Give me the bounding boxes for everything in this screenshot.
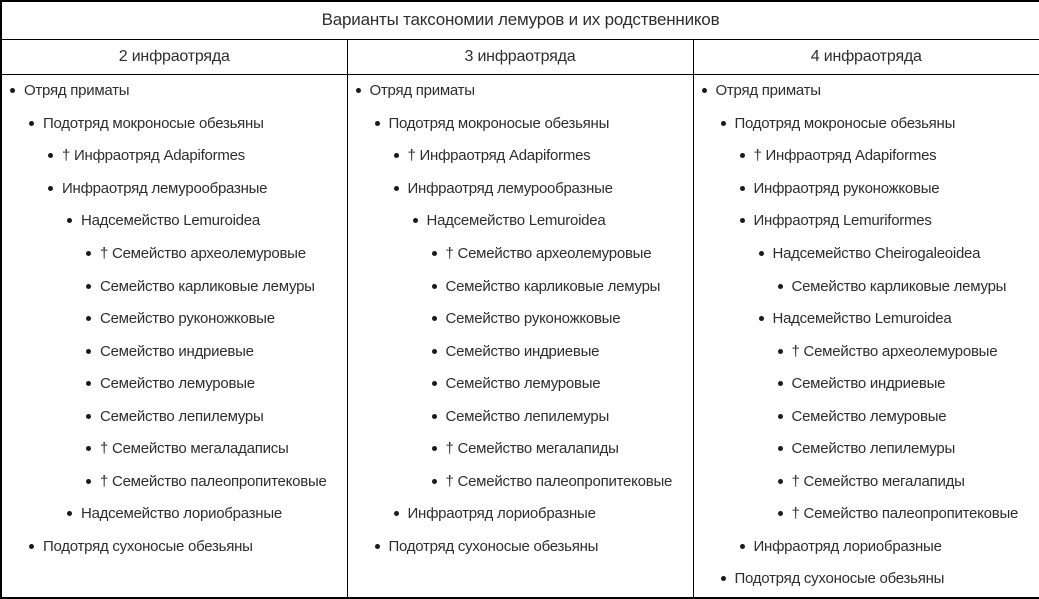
taxon-label: Инфраотряд руконожковые: [753, 179, 940, 197]
bullet-icon: [740, 186, 745, 191]
bullet-icon: [778, 511, 783, 516]
bullet-icon: [432, 316, 437, 321]
bullet-icon: [778, 349, 783, 354]
taxon-label: Надсемейство Lemuroidea: [426, 212, 606, 230]
taxon-item: [348, 205, 693, 238]
taxon-item: [2, 433, 347, 466]
body-row: [1, 74, 1039, 598]
taxon-label: Семейство карликовые лемуры: [791, 277, 1007, 295]
taxon-label: Надсемейство Cheirogaleoidea: [772, 245, 981, 262]
bullet-icon: [48, 186, 53, 191]
taxon-label: Семейство карликовые лемуры: [100, 277, 315, 295]
taxon-item: [2, 270, 347, 303]
taxon-item: [2, 530, 347, 563]
taxon-label: Инфраотряд Lemuriformes: [753, 212, 932, 230]
taxon-label: Надсемейство Lemuroidea: [81, 212, 260, 230]
taxon-label: † Семейство мегалапиды: [791, 472, 965, 490]
taxon-item: [348, 172, 693, 205]
taxon-label: Семейство индриевые: [445, 342, 600, 360]
taxon-item: [2, 400, 347, 433]
bullet-icon: [67, 218, 72, 223]
taxon-item: [348, 237, 693, 270]
taxon-item: [2, 107, 347, 140]
bullet-icon: [356, 88, 361, 93]
taxon-item: [694, 498, 1039, 531]
taxon-label: Подотряд мокроносые обезьяны: [43, 114, 264, 132]
taxon-label: Семейство лепилемуры: [791, 440, 956, 458]
bullet-icon: [86, 316, 91, 321]
taxon-item: [348, 140, 693, 173]
taxon-item: [694, 107, 1039, 140]
taxon-item: [2, 498, 347, 531]
taxon-label: Инфраотряд лемурообразные: [407, 179, 613, 197]
taxon-label: Семейство руконожковые: [445, 310, 621, 328]
taxon-label: Инфраотряд лориобразные: [753, 537, 942, 555]
taxon-label: Надсемейство Lemuroidea: [772, 310, 952, 328]
taxon-item: [694, 367, 1039, 400]
taxon-label: Отряд приматы: [369, 82, 475, 100]
taxon-label: Семейство лепилемуры: [100, 407, 264, 425]
taxon-label: Семейство лемуровые: [445, 375, 601, 393]
taxon-item: [694, 172, 1039, 205]
taxon-label: † Семейство палеопропитековые: [100, 472, 327, 490]
taxon-item: [348, 400, 693, 433]
bullet-icon: [432, 284, 437, 289]
bullet-icon: [86, 284, 91, 289]
taxon-item: [348, 530, 693, 563]
taxon-label: Подотряд мокроносые обезьяны: [734, 114, 956, 132]
bullet-icon: [432, 251, 437, 256]
bullet-icon: [375, 544, 380, 549]
taxon-label: † Семейство палеопропитековые: [791, 505, 1019, 523]
bullet-icon: [759, 251, 764, 256]
bullet-icon: [702, 88, 707, 93]
bullet-icon: [778, 414, 783, 419]
taxon-item: [694, 270, 1039, 303]
bullet-icon: [759, 316, 764, 321]
taxon-item: [2, 335, 347, 368]
taxon-item: [694, 433, 1039, 466]
taxon-label: Отряд приматы: [715, 82, 821, 100]
taxon-item: [694, 563, 1039, 596]
bullet-icon: [432, 414, 437, 419]
bullet-icon: [10, 88, 15, 93]
title-row: [1, 1, 1039, 39]
taxon-item: [348, 433, 693, 466]
bullet-icon: [432, 479, 437, 484]
bullet-icon: [432, 446, 437, 451]
taxonomy-list-2-infraorders: [2, 75, 347, 563]
column-header-3-infraorders: 3 инфраотряда: [347, 39, 693, 74]
taxon-label: Семейство руконожковые: [100, 310, 275, 328]
column-header-4-infraorders: 4 инфраотряда: [693, 39, 1039, 74]
taxon-label: Надсемейство лориобразные: [81, 505, 282, 523]
bullet-icon: [432, 349, 437, 354]
taxon-item: [694, 465, 1039, 498]
bullet-icon: [778, 446, 783, 451]
table-title: Варианты таксономии лемуров и их родственников: [1, 1, 1039, 39]
taxon-item: [348, 270, 693, 303]
taxonomy-cell-3-infraorders: [347, 74, 693, 598]
taxon-label: † Семейство археолемуровые: [445, 245, 652, 262]
taxon-item: [2, 237, 347, 270]
bullet-icon: [86, 381, 91, 386]
bullet-icon: [740, 544, 745, 549]
taxon-label: † Семейство мегаладаписы: [100, 440, 289, 458]
taxon-item: [348, 75, 693, 108]
taxon-item: [348, 498, 693, 531]
taxon-item: [694, 400, 1039, 433]
bullet-icon: [86, 446, 91, 451]
bullet-icon: [394, 511, 399, 516]
bullet-icon: [432, 381, 437, 386]
taxon-label: † Инфраотряд Adapiformes: [62, 147, 245, 165]
column-header-2-infraorders: 2 инфраотряда: [1, 39, 347, 74]
taxon-item: [348, 302, 693, 335]
taxonomy-list-4-infraorders: [694, 75, 1039, 596]
taxon-label: Подотряд сухоносые обезьяны: [43, 537, 253, 555]
taxon-label: Семейство лепилемуры: [445, 407, 610, 425]
taxon-item: [2, 367, 347, 400]
taxon-item: [694, 140, 1039, 173]
taxonomy-list-3-infraorders: [348, 75, 693, 563]
taxon-label: Семейство лемуровые: [791, 407, 947, 425]
bullet-icon: [86, 349, 91, 354]
taxon-label: † Семейство археолемуровые: [100, 245, 306, 262]
taxon-label: Подотряд сухоносые обезьяны: [388, 537, 599, 555]
taxon-item: [2, 172, 347, 205]
bullet-icon: [86, 414, 91, 419]
taxon-item: [348, 367, 693, 400]
taxon-item: [2, 75, 347, 108]
taxon-label: Семейство индриевые: [791, 375, 946, 393]
taxon-label: Подотряд мокроносые обезьяны: [388, 114, 610, 132]
taxon-label: Подотряд сухоносые обезьяны: [734, 570, 945, 588]
bullet-icon: [740, 218, 745, 223]
taxon-item: [2, 140, 347, 173]
taxon-label: Семейство индриевые: [100, 342, 254, 360]
taxon-label: † Инфраотряд Adapiformes: [407, 147, 591, 165]
taxon-item: [694, 335, 1039, 368]
taxon-item: [2, 205, 347, 238]
header-row: [1, 39, 1039, 74]
taxon-label: Инфраотряд лемурообразные: [62, 179, 268, 197]
taxon-item: [694, 302, 1039, 335]
taxon-label: † Семейство мегалапиды: [445, 440, 619, 458]
taxon-label: † Семейство палеопропитековые: [445, 472, 673, 490]
bullet-icon: [721, 121, 726, 126]
taxon-label: Отряд приматы: [24, 82, 130, 100]
bullet-icon: [778, 381, 783, 386]
taxon-label: Семейство карликовые лемуры: [445, 277, 661, 295]
taxon-label: † Семейство археолемуровые: [791, 342, 998, 360]
taxon-label: Инфраотряд лориобразные: [407, 505, 596, 523]
taxon-label: Семейство лемуровые: [100, 375, 255, 393]
taxonomy-cell-4-infraorders: [693, 74, 1039, 598]
taxon-item: [694, 237, 1039, 270]
taxon-item: [348, 335, 693, 368]
bullet-icon: [740, 153, 745, 158]
bullet-icon: [394, 186, 399, 191]
bullet-icon: [29, 121, 34, 126]
taxon-item: [348, 465, 693, 498]
taxon-item: [2, 302, 347, 335]
bullet-icon: [48, 153, 53, 158]
taxon-item: [694, 205, 1039, 238]
bullet-icon: [375, 121, 380, 126]
bullet-icon: [778, 479, 783, 484]
bullet-icon: [394, 153, 399, 158]
bullet-icon: [86, 251, 91, 256]
bullet-icon: [413, 218, 418, 223]
taxon-item: [348, 107, 693, 140]
bullet-icon: [721, 576, 726, 581]
taxon-item: [2, 465, 347, 498]
bullet-icon: [86, 479, 91, 484]
taxonomy-cell-2-infraorders: [1, 74, 347, 598]
bullet-icon: [29, 544, 34, 549]
bullet-icon: [67, 511, 72, 516]
taxon-label: † Инфраотряд Adapiformes: [753, 147, 937, 165]
taxon-item: [694, 75, 1039, 108]
taxon-item: [694, 530, 1039, 563]
bullet-icon: [778, 284, 783, 289]
